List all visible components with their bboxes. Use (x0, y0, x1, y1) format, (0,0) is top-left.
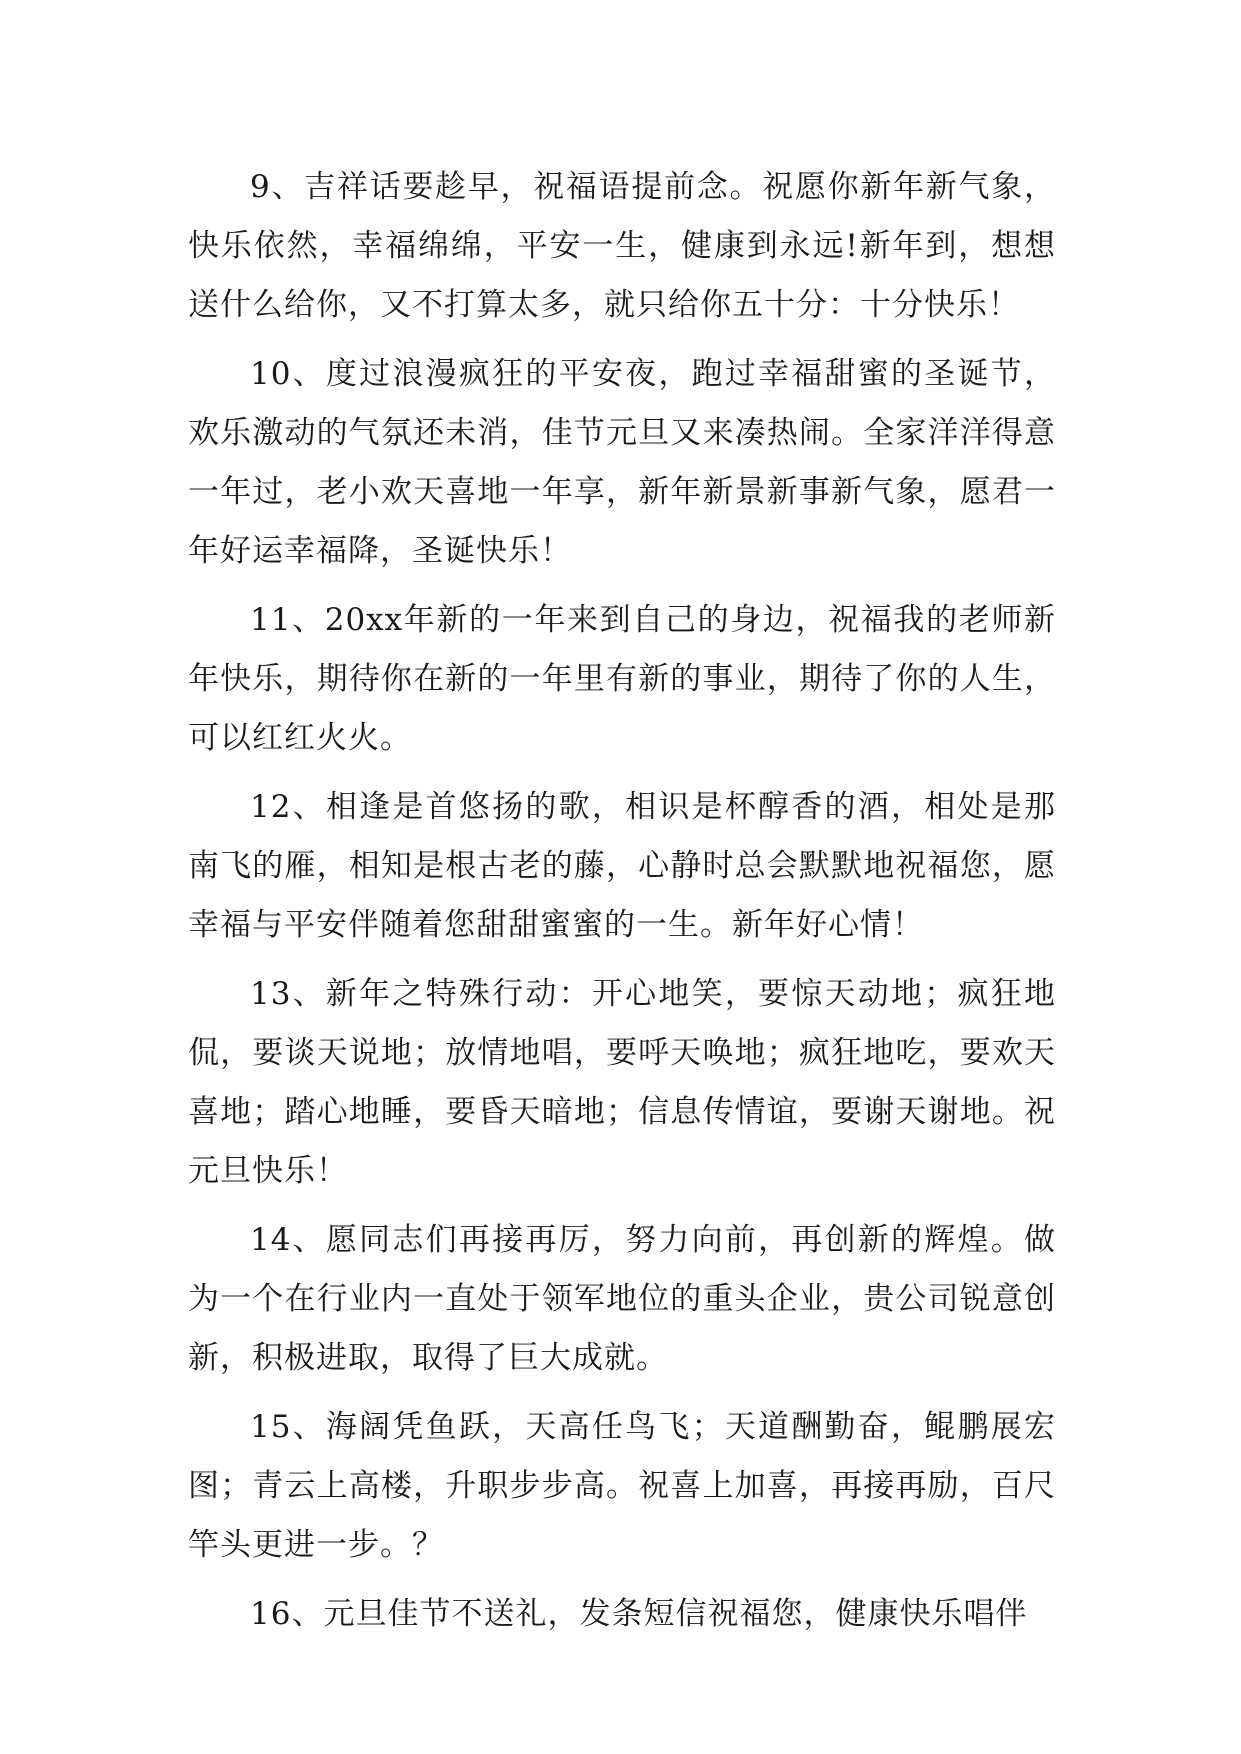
paragraph-15: 15、海阔凭鱼跃，天高任鸟飞；天道酬勤奋，鲲鹏展宏图；青云上高楼，升职步步高。祝喜上加喜，再接再励，百尺竿头更进一步。？ (188, 1409, 1056, 1563)
document-body (188, 158, 1056, 1654)
paragraph-10: 10、度过浪漫疯狂的平安夜，跑过幸福甜蜜的圣诞节，欢乐激动的气氛还未消，佳节元旦又来凑热闹。全家洋洋得意一年过，老小欢天喜地一年享，新年新景新事新气象，愿君一年好运幸福降，圣诞快乐！ (188, 356, 1056, 569)
paragraph-13: 13、新年之特殊行动：开心地笑，要惊天动地；疯狂地侃，要谈天说地；放情地唱，要呼天唤地；疯狂地吃，要欢天喜地；踏心地睡，要昏天暗地；信息传情谊，要谢天谢地。祝元旦快乐！ (188, 976, 1056, 1189)
paragraph-14: 14、愿同志们再接再厉，努力向前，再创新的辉煌。做为一个在行业内一直处于领军地位的重头企业，贵公司锐意创新，积极进取，取得了巨大成就。 (188, 1222, 1056, 1376)
paragraph-9: 9、吉祥话要趁早，祝福语提前念。祝愿你新年新气象，快乐依然，幸福绵绵，平安一生，健康到永远!新年到，想想送什么给你，又不打算太多，就只给你五十分：十分快乐！ (188, 169, 1056, 323)
paragraph-11: 11、20xx年新的一年来到自己的身边，祝福我的老师新年快乐，期待你在新的一年里有新的事业，期待了你的人生，可以红红火火。 (188, 602, 1056, 756)
paragraph-16: 16、元旦佳节不送礼，发条短信祝福您，健康快乐唱伴 (250, 1596, 1028, 1632)
paragraph-12: 12、相逢是首悠扬的歌，相识是杯醇香的酒，相处是那南飞的雁，相知是根古老的藤，心静时总会默默地祝福您，愿幸福与平安伴随着您甜甜蜜蜜的一生。新年好心情！ (188, 789, 1056, 943)
